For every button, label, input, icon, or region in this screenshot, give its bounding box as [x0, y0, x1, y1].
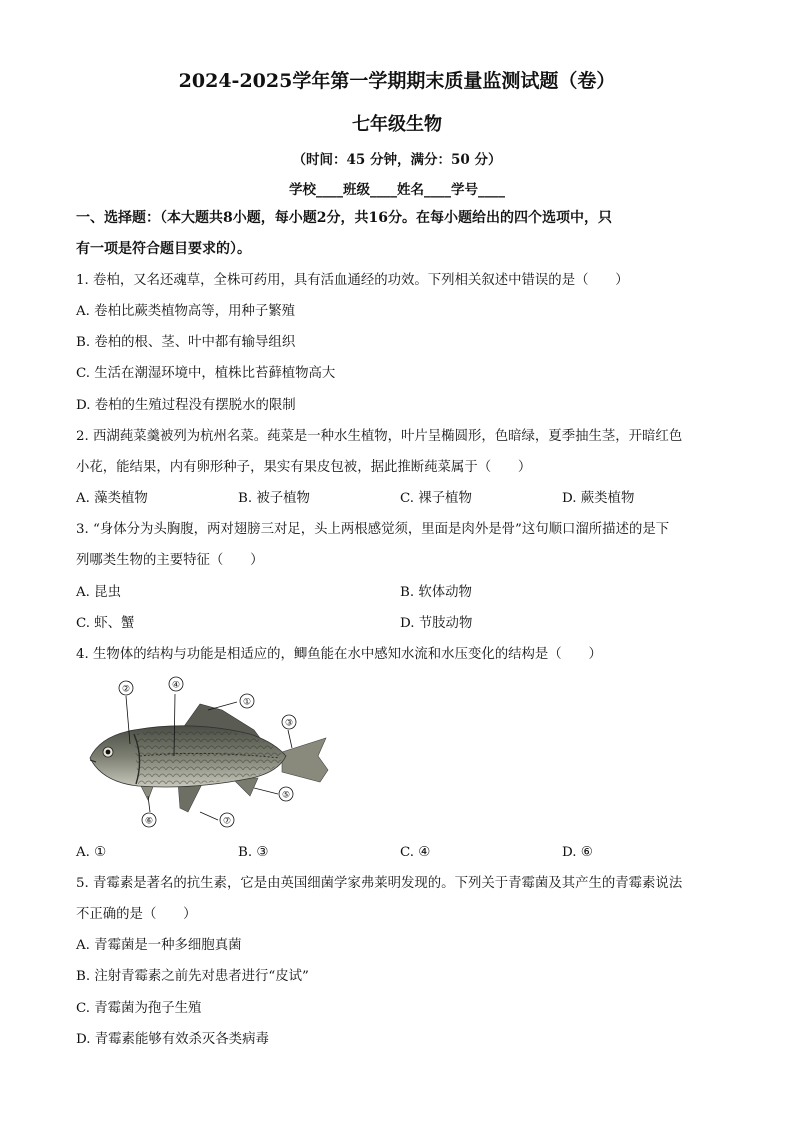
label-7: ⑦ [222, 816, 232, 827]
label-4: ④ [171, 680, 181, 691]
option-d: D. 节肢动物 [400, 616, 473, 631]
option-b: B. 注射青霉素之前先对患者进行“皮试” [76, 969, 309, 984]
question-stem-cont: 不正确的是（ ） [76, 907, 197, 922]
label-2: ② [121, 684, 131, 695]
question-stem: 4. 生物体的结构与功能是相适应的，鲫鱼能在水中感知水流和水压变化的结构是（ ） [76, 647, 602, 662]
section-heading-line1: 一、选择题：（本大题共8小题，每小题2分，共16分。在每小题给出的四个选项中，只 [76, 210, 612, 226]
exam-time-info: （时间：45 分钟，满分：50 分） [292, 152, 502, 168]
fish-scales [134, 728, 284, 785]
option-c: C. 裸子植物 [400, 491, 472, 506]
option-c: C. 青霉菌为孢子生殖 [76, 1001, 202, 1016]
option-d: D. 青霉素能够有效杀灭各类病毒 [76, 1032, 269, 1047]
option-b: B. 被子植物 [238, 491, 310, 506]
question-stem: 1. 卷柏，又名还魂草，全株可药用，具有活血通经的功效。下列相关叙述中错误的是（ ） [76, 273, 629, 288]
option-c: C. ④ [400, 845, 431, 860]
question-stem: 3. “身体分为头胸腹，两对翅膀三对足，头上两根感觉须，里面是肉外是骨”这句顺口溜所描述的是下 [76, 522, 670, 537]
section-heading-line2: 有一项是符合题目要求的）。 [76, 241, 251, 257]
label-3: ③ [284, 718, 294, 729]
option-a: A. 昆虫 [76, 585, 121, 600]
option-a: A. 卷柏比蕨类植物高等，用种子繁殖 [76, 304, 296, 319]
option-c: C. 虾、蟹 [76, 616, 135, 631]
option-b: B. ③ [238, 845, 269, 860]
question-stem-cont: 小花，能结果，内有卵形种子，果实有果皮包被，据此推断莼菜属于（ ） [76, 460, 532, 475]
option-c: C. 生活在潮湿环境中，植株比苔藓植物高大 [76, 366, 336, 381]
option-d: D. 卷柏的生殖过程没有摆脱水的限制 [76, 398, 296, 413]
label-1: ① [242, 697, 252, 708]
option-a: A. ① [76, 845, 107, 860]
option-a: A. 藻类植物 [76, 491, 148, 506]
question-stem-cont: 列哪类生物的主要特征（ ） [76, 553, 264, 568]
option-d: D. ⑥ [562, 845, 593, 860]
option-b: B. 卷柏的根、茎、叶中都有输导组织 [76, 335, 296, 350]
exam-subtitle: 七年级生物 [352, 114, 442, 135]
student-info-line: 学校____班级____姓名____学号____ [289, 182, 505, 198]
exam-title: 2024-2025学年第一学期期末质量监测试题（卷） [178, 70, 616, 92]
option-b: B. 软体动物 [400, 585, 472, 600]
label-5: ⑤ [281, 790, 291, 801]
question-stem: 5. 青霉素是著名的抗生素，它是由英国细菌学家弗莱明发现的。下列关于青霉菌及其产生的青霉素说法 [76, 876, 683, 891]
tail-fin [282, 738, 328, 782]
fish-pupil [106, 750, 111, 755]
label-6: ⑥ [144, 816, 154, 827]
crucian-carp-figure [82, 672, 342, 832]
option-a: A. 青霉菌是一种多细胞真菌 [76, 938, 242, 953]
question-stem: 2. 西湖莼菜羹被列为杭州名菜。莼菜是一种水生植物，叶片呈椭圆形，色暗绿，夏季抽生茎，开暗红色 [76, 429, 683, 444]
option-d: D. 蕨类植物 [562, 491, 635, 506]
